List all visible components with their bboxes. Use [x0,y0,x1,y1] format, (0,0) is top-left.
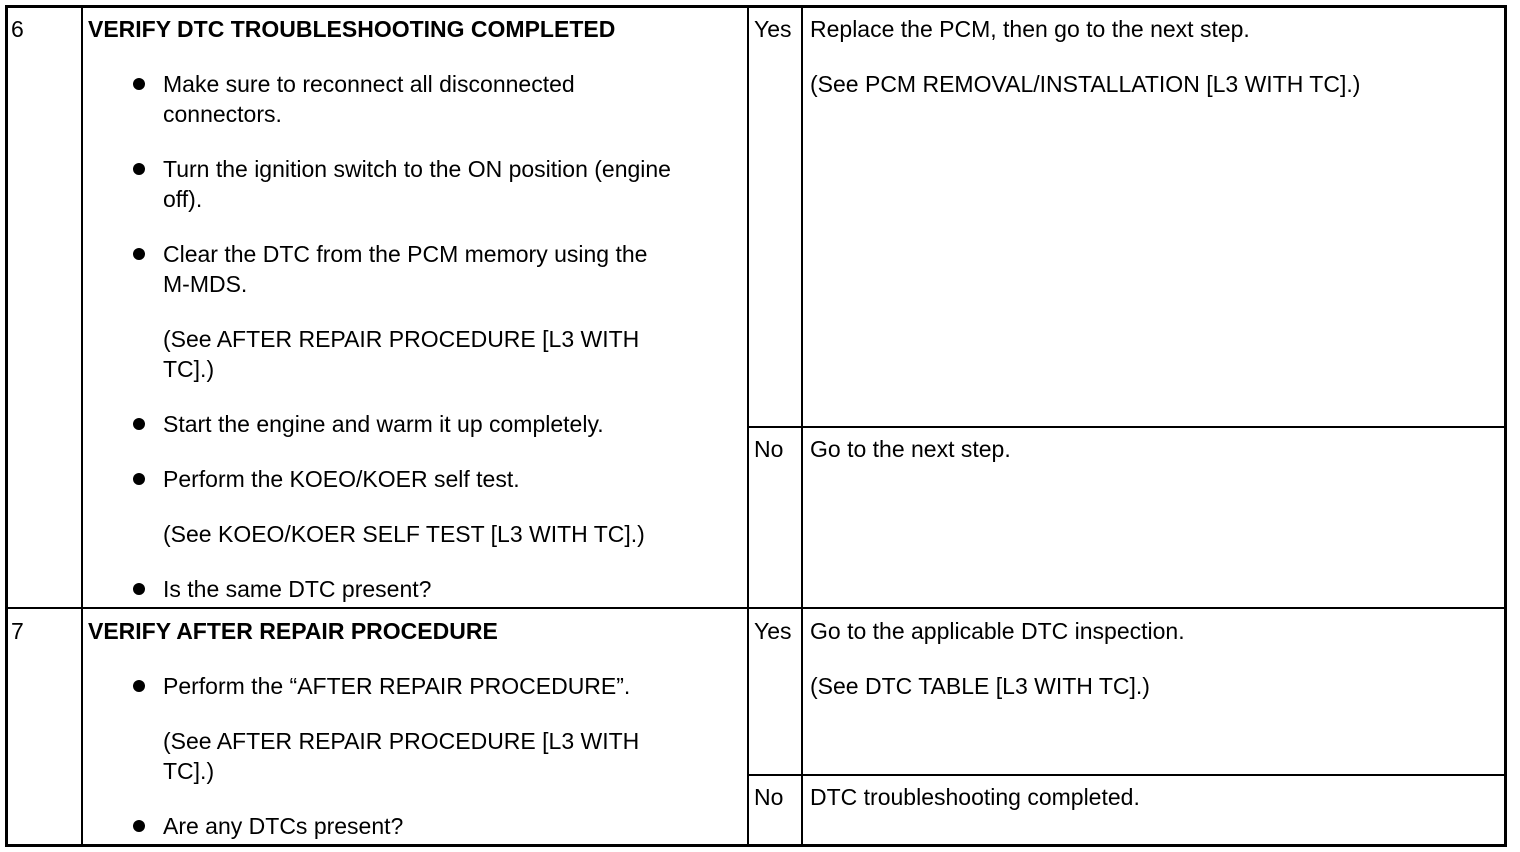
reference-note-continued: TC].) [163,356,215,382]
answer-no: No [754,784,784,810]
reference-note: (See PCM REMOVAL/INSTALLATION [L3 WITH TC].) [810,71,1361,97]
list-item-continued: off). [163,186,203,212]
answer-yes: Yes [754,16,792,42]
result-divider-row6 [747,426,1507,428]
action-text: Go to the next step. [810,436,1011,462]
bullet-icon [133,163,145,175]
reference-note-continued: TC].) [163,758,215,784]
list-item: Start the engine and warm it up completely. [163,411,604,437]
action-text: DTC troubleshooting completed. [810,784,1140,810]
action-text: Go to the applicable DTC inspection. [810,618,1185,644]
row-divider [5,607,1507,609]
list-item: Clear the DTC from the PCM memory using the [163,241,648,267]
list-item: Perform the KOEO/KOER self test. [163,466,520,492]
list-item: Are any DTCs present? [163,813,404,839]
step-number: 6 [11,16,24,42]
reference-note: (See KOEO/KOER SELF TEST [L3 WITH TC].) [163,521,645,547]
bullet-icon [133,473,145,485]
bullet-icon [133,418,145,430]
reference-note: (See AFTER REPAIR PROCEDURE [L3 WITH [163,728,640,754]
list-item: Is the same DTC present? [163,576,432,602]
result-divider-row7 [747,774,1507,776]
answer-no: No [754,436,784,462]
list-item: Perform the “AFTER REPAIR PROCEDURE”. [163,673,631,699]
step-title: VERIFY AFTER REPAIR PROCEDURE [88,618,498,644]
list-item: Make sure to reconnect all disconnected [163,71,575,97]
answer-yes: Yes [754,618,792,644]
list-item: Turn the ignition switch to the ON position (engine [163,156,671,182]
list-item-continued: M-MDS. [163,271,248,297]
bullet-icon [133,820,145,832]
list-item-continued: connectors. [163,101,282,127]
reference-note: (See DTC TABLE [L3 WITH TC].) [810,673,1150,699]
action-text: Replace the PCM, then go to the next step. [810,16,1250,42]
bullet-icon [133,248,145,260]
column-divider-step [81,5,83,847]
bullet-icon [133,680,145,692]
bullet-icon [133,78,145,90]
step-number: 7 [11,618,24,644]
reference-note: (See AFTER REPAIR PROCEDURE [L3 WITH [163,326,640,352]
step-title: VERIFY DTC TROUBLESHOOTING COMPLETED [88,16,616,42]
bullet-icon [133,583,145,595]
